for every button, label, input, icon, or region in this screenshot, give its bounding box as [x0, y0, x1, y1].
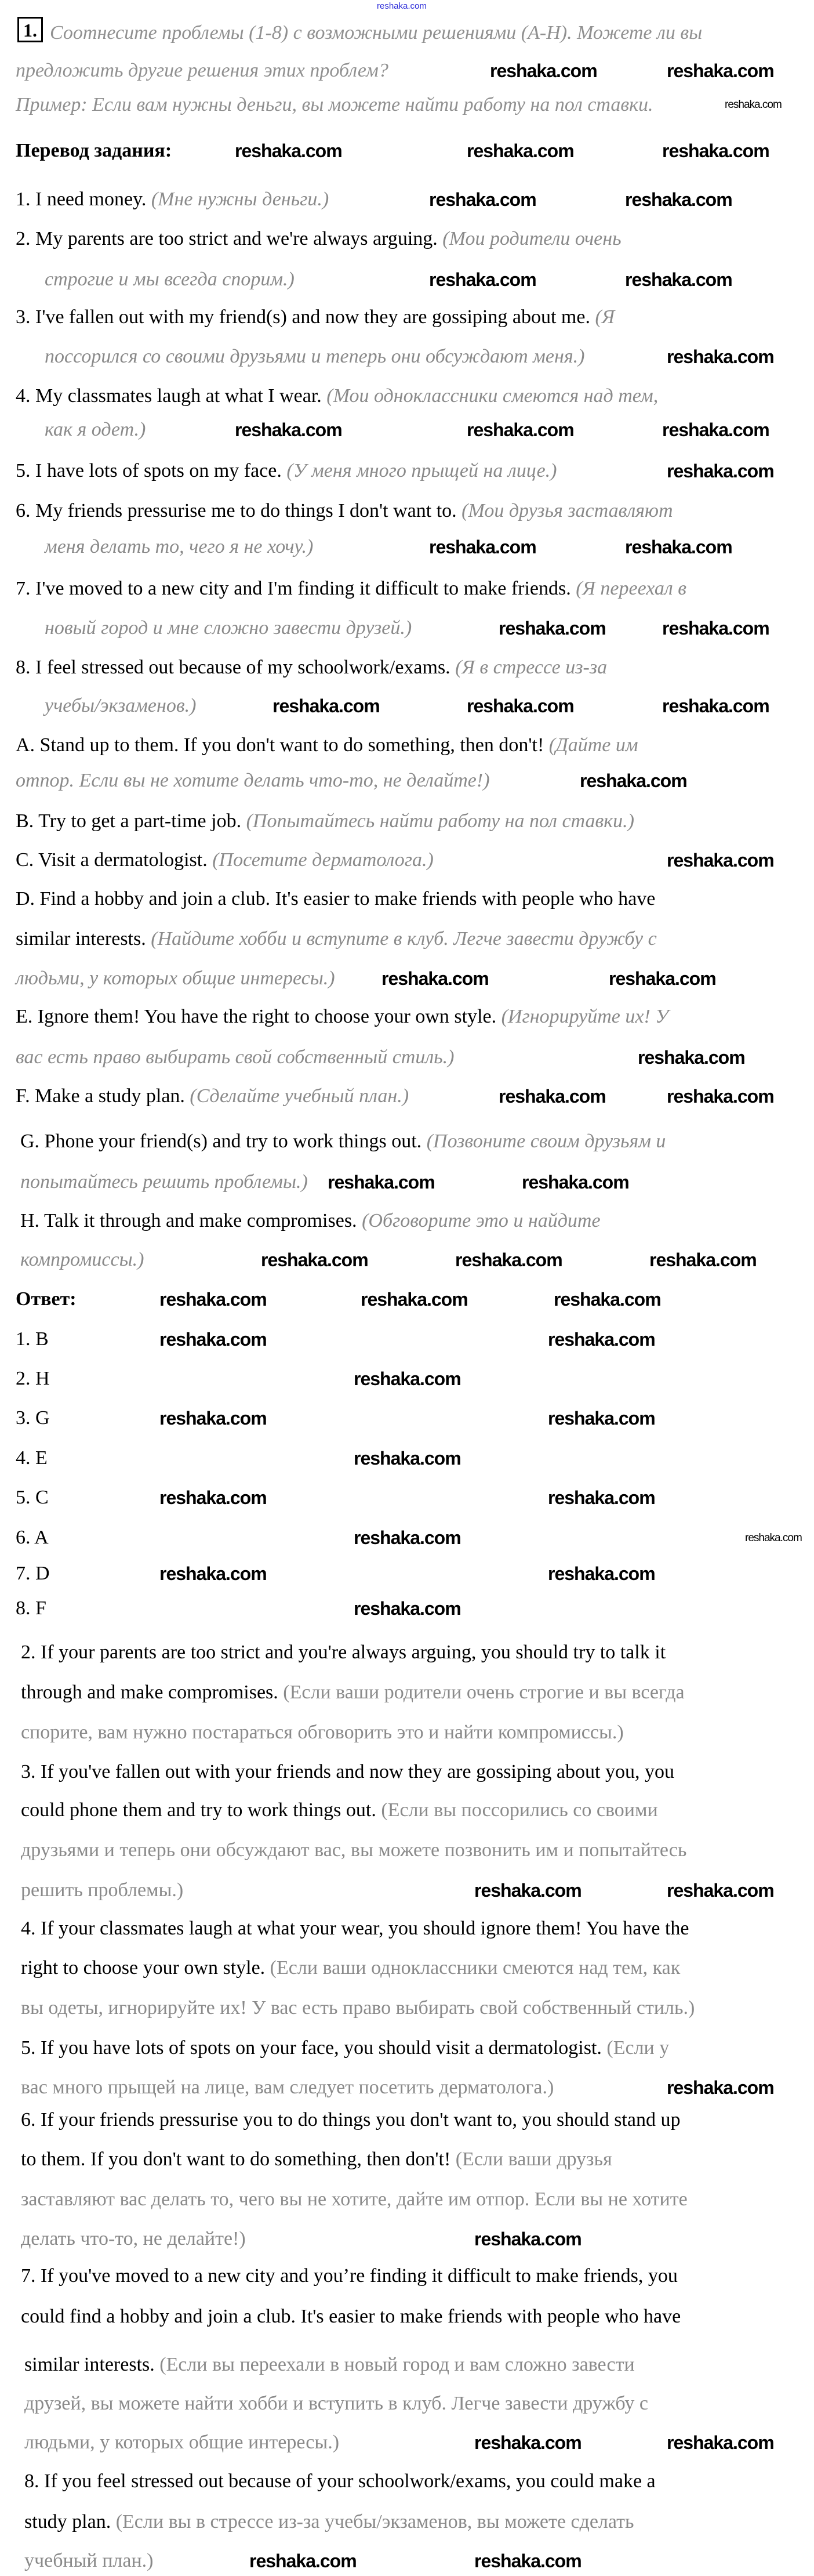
explanation-line — [21, 1995, 695, 2021]
english-text: C. Visit a dermatologist. — [16, 849, 208, 871]
explanation-line — [21, 2263, 678, 2289]
russian-translation: как я одет.) — [45, 419, 146, 440]
solution-line — [16, 1004, 668, 1030]
answer-item: 2. H — [16, 1368, 50, 1389]
solution-line — [20, 1208, 601, 1234]
russian-translation: (Если ваши родители очень строгие и вы всегда — [283, 1682, 685, 1703]
watermark: reshaka.com — [548, 1563, 655, 1584]
watermark: reshaka.com — [499, 1086, 606, 1107]
explanation-line — [24, 2430, 339, 2455]
russian-translation: (Мои одноклассники смеются над тем, — [326, 385, 659, 407]
russian-translation: (Если у — [606, 2037, 670, 2059]
explanation-line — [21, 1640, 666, 1665]
watermark: reshaka.com — [649, 1249, 757, 1270]
explanation-line — [21, 1798, 658, 1823]
problem-line — [16, 655, 607, 680]
watermark: reshaka.com — [235, 140, 342, 161]
solution-line — [16, 809, 634, 834]
watermark: reshaka.com — [261, 1249, 368, 1270]
russian-translation: отпор. Если вы не хотите делать что-то, не делайте!) — [16, 770, 490, 791]
english-text: could find a hobby and join a club. It's easier to make friends with people who have — [21, 2306, 681, 2327]
russian-translation: людьми, у которых общие интересы.) — [24, 2432, 340, 2453]
answer-item: 6. A — [16, 1527, 49, 1548]
watermark: reshaka.com — [474, 2229, 582, 2249]
task-instruction-line — [16, 58, 388, 84]
watermark: reshaka.com — [429, 189, 536, 210]
russian-translation: (У меня много прыщей на лице.) — [286, 460, 557, 481]
task-instruction-line — [50, 20, 702, 46]
russian-translation: Соотнесите проблемы (1-8) с возможными решениями (А-Н). Можете ли вы — [50, 22, 703, 44]
watermark: reshaka.com — [554, 1289, 661, 1310]
answer-heading: Ответ: — [16, 1288, 77, 1310]
english-text: 7. I've moved to a new city and I'm finding it difficult to make friends. — [16, 578, 571, 599]
problem-line — [16, 458, 557, 484]
russian-translation: попытайтесь решить проблемы.) — [20, 1171, 308, 1193]
russian-translation: (Позвоните своим друзьям и — [426, 1131, 666, 1152]
english-text: 1. I need money. — [16, 189, 147, 210]
watermark: reshaka.com — [667, 2077, 774, 2098]
watermark: reshaka.com — [625, 269, 732, 290]
explanation-line — [21, 2187, 688, 2212]
russian-translation: строгие и мы всегда спорим.) — [45, 269, 295, 290]
english-text: 2. My parents are too strict and we're always arguing. — [16, 228, 438, 249]
explanation-line — [21, 1838, 686, 1863]
explanation-line — [24, 2548, 154, 2574]
english-text: could phone them and try to work things out. — [21, 1799, 376, 1821]
english-text: right to choose your own style. — [21, 1957, 266, 1979]
english-text: similar interests. — [16, 928, 146, 950]
explanation-line — [21, 2226, 246, 2252]
russian-translation: друзьями и теперь они обсуждают вас, вы можете позвонить им и попытайтесь — [21, 1839, 687, 1861]
answer-item: 7. D — [16, 1563, 50, 1584]
russian-translation: спорите, вам нужно постараться обговорить это и найти компромиссы.) — [21, 1722, 624, 1743]
watermark: reshaka.com — [235, 419, 342, 440]
watermark: reshaka.com — [429, 537, 536, 557]
watermark: reshaka.com — [638, 1047, 745, 1068]
russian-translation: людьми, у которых общие интересы.) — [16, 968, 335, 989]
russian-translation: (Если ваши одноклассники смеются над тем, как — [270, 1957, 681, 1979]
watermark: reshaka.com — [667, 346, 774, 367]
watermark: reshaka.com — [159, 1329, 267, 1350]
russian-translation: решить проблемы.) — [21, 1879, 184, 1901]
problem-line — [16, 383, 658, 409]
problem-line — [16, 187, 329, 212]
explanation-line — [21, 1916, 689, 1941]
explanation-line — [24, 2509, 634, 2535]
explanation-line — [24, 2391, 648, 2416]
russian-translation: делать что-то, не делайте!) — [21, 2228, 246, 2249]
answer-item: 1. B — [16, 1328, 49, 1350]
watermark: reshaka.com — [159, 1408, 267, 1429]
solution-line — [20, 1169, 308, 1195]
watermark: reshaka.com — [548, 1329, 655, 1350]
problem-line — [16, 576, 686, 602]
english-text: through and make compromises. — [21, 1682, 278, 1703]
explanation-line — [21, 1759, 674, 1785]
watermark: reshaka.com — [548, 1487, 655, 1508]
watermark: reshaka.com — [548, 1408, 655, 1429]
solution-line — [16, 886, 655, 912]
exercise-number: 1. — [17, 17, 43, 42]
watermark: reshaka.com — [429, 269, 536, 290]
russian-translation: вы одеты, игнорируйте их! У вас есть право выбирать свой собственный стиль.) — [21, 1997, 695, 2019]
problem-line — [45, 344, 584, 369]
explanation-line — [21, 2147, 612, 2172]
english-text: study plan. — [24, 2511, 111, 2532]
explanation-line — [24, 2469, 656, 2494]
watermark: reshaka.com — [249, 2550, 357, 2571]
task-instruction-line — [16, 92, 653, 118]
russian-translation: компромиссы.) — [20, 1249, 144, 1270]
problem-line — [16, 305, 615, 330]
answer-item: 8. F — [16, 1597, 46, 1619]
english-text: 8. I feel stressed out because of my schoolwork/exams. — [16, 657, 450, 678]
watermark: reshaka.com — [662, 419, 769, 440]
solution-line — [16, 847, 434, 873]
watermark: reshaka.com — [522, 1172, 629, 1193]
watermark: reshaka.com — [625, 189, 732, 210]
english-text: 4. My classmates laugh at what I wear. — [16, 385, 322, 407]
russian-translation: (Я в стрессе из-за — [455, 657, 608, 678]
solution-line — [20, 1247, 144, 1273]
russian-translation: меня делать то, чего я не хочу.) — [45, 536, 314, 557]
english-text: 2. If your parents are too strict and you're always arguing, you should try to talk it — [21, 1642, 666, 1663]
russian-translation: друзей, вы можете найти хобби и вступить в клуб. Легче завести дружбу с — [24, 2393, 648, 2414]
watermark: reshaka.com — [354, 1598, 461, 1619]
problem-line — [45, 534, 313, 560]
solution-line — [16, 1084, 409, 1109]
english-text: 3. I've fallen out with my friend(s) and now they are gossiping about me. — [16, 306, 590, 328]
watermark: reshaka.com — [499, 618, 606, 639]
russian-translation: вас есть право выбирать свой собственный стиль.) — [16, 1046, 455, 1068]
solution-line — [16, 1045, 454, 1070]
english-text: A. Stand up to them. If you don't want to do something, then don't! — [16, 734, 544, 756]
english-text: 6. My friends pressurise me to do things I don't want to. — [16, 500, 457, 521]
watermark: reshaka.com — [662, 140, 769, 161]
watermark: reshaka.com — [474, 1880, 582, 1901]
explanation-line — [24, 2352, 635, 2378]
answer-item: 3. G — [16, 1407, 50, 1429]
watermark: reshaka.com — [580, 770, 687, 791]
watermark: reshaka.com — [159, 1563, 267, 1584]
watermark: reshaka.com — [725, 99, 782, 111]
watermark: reshaka.com — [467, 140, 574, 161]
explanation-line — [21, 2035, 669, 2061]
russian-translation: (Я переехал в — [576, 578, 686, 599]
translation-heading: Перевод задания: — [16, 140, 172, 161]
solution-line — [16, 768, 490, 794]
watermark: reshaka.com — [467, 695, 574, 716]
english-text: 8. If you feel stressed out because of your schoolwork/exams, you could make a — [24, 2470, 656, 2492]
problem-line — [16, 226, 622, 252]
watermark: reshaka.com — [354, 1448, 461, 1469]
russian-translation: (Игнорируйте их! У — [501, 1006, 669, 1027]
watermark: reshaka.com — [625, 537, 732, 557]
watermark: reshaka.com — [361, 1289, 468, 1310]
explanation-line — [21, 2304, 681, 2329]
english-text: G. Phone your friend(s) and try to work things out. — [20, 1131, 422, 1152]
watermark: reshaka.com — [667, 2432, 774, 2453]
english-text: 6. If your friends pressurise you to do things you don't want to, you should stand up — [21, 2109, 681, 2131]
watermark: reshaka.com — [381, 968, 489, 989]
english-text: B. Try to get a part-time job. — [16, 810, 242, 832]
explanation-line — [21, 2075, 554, 2100]
russian-translation: (Мои друзья заставляют — [461, 500, 673, 521]
answer-item: 5. C — [16, 1487, 49, 1508]
problem-line — [45, 267, 295, 292]
english-text: 5. I have lots of spots on my face. — [16, 460, 282, 481]
russian-translation: (Если ваши друзья — [455, 2149, 612, 2170]
explanation-line — [21, 1720, 624, 1745]
watermark: reshaka.com — [354, 1527, 461, 1548]
watermark: reshaka.com — [272, 695, 380, 716]
russian-translation: предложить другие решения этих проблем? — [16, 60, 388, 81]
watermark: reshaka.com — [667, 1880, 774, 1901]
russian-translation: заставляют вас делать то, чего вы не хотите, дайте им отпор. Если вы не хотите — [21, 2189, 688, 2210]
russian-translation: (Если вы переехали в новый город и вам сложно завести — [159, 2354, 635, 2375]
russian-translation: (Я — [595, 306, 615, 328]
english-text: E. Ignore them! You have the right to choose your own style. — [16, 1006, 497, 1027]
watermark: reshaka.com — [667, 850, 774, 871]
russian-translation: (Мои родители очень — [442, 228, 622, 249]
russian-translation: (Посетите дерматолога.) — [212, 849, 434, 871]
english-text: 7. If you've moved to a new city and you’re finding it difficult to make friends, you — [21, 2265, 678, 2287]
problem-line — [45, 693, 196, 719]
watermark: reshaka.com — [455, 1249, 562, 1270]
site-mark: reshaka.com — [377, 1, 427, 11]
watermark: reshaka.com — [354, 1368, 461, 1389]
answer-item: 4. E — [16, 1447, 48, 1469]
watermark: reshaka.com — [745, 1532, 802, 1544]
russian-translation: Пример: Если вам нужны деньги, вы можете найти работу на пол ставки. — [16, 94, 653, 115]
russian-translation: поссорился со своими друзьями и теперь они обсуждают меня.) — [45, 346, 585, 367]
watermark: reshaka.com — [662, 695, 769, 716]
explanation-line — [21, 1878, 183, 1903]
russian-translation: (Дайте им — [548, 734, 638, 756]
problem-line — [45, 615, 412, 641]
watermark: reshaka.com — [467, 419, 574, 440]
solution-line — [16, 966, 335, 991]
watermark: reshaka.com — [609, 968, 716, 989]
explanation-line — [21, 1680, 685, 1705]
watermark: reshaka.com — [662, 618, 769, 639]
watermark: reshaka.com — [667, 1086, 774, 1107]
watermark: reshaka.com — [490, 60, 597, 81]
watermark: reshaka.com — [474, 2550, 582, 2571]
russian-translation: (Найдите хобби и вступите в клуб. Легче завести дружбу с — [151, 928, 657, 950]
watermark: reshaka.com — [328, 1172, 435, 1193]
explanation-line — [21, 1955, 680, 1981]
explanation-line — [21, 2107, 680, 2133]
english-text: H. Talk it through and make compromises. — [20, 1210, 357, 1231]
english-text: to them. If you don't want to do something, then don't! — [21, 2149, 451, 2170]
watermark: reshaka.com — [667, 60, 774, 81]
watermark: reshaka.com — [159, 1289, 267, 1310]
russian-translation: (Если вы в стрессе из-за учебы/экзаменов, вы можете сделать — [115, 2511, 634, 2532]
english-text: 5. If you have lots of spots on your face, you should visit a dermatologist. — [21, 2037, 602, 2059]
problem-line — [45, 417, 146, 443]
russian-translation: (Попытайтесь найти работу на пол ставки.) — [246, 810, 634, 832]
english-text: 4. If your classmates laugh at what your wear, you should ignore them! You have the — [21, 1918, 689, 1939]
english-text: 3. If you've fallen out with your friends and now they are gossiping about you, you — [21, 1761, 674, 1782]
watermark: reshaka.com — [667, 461, 774, 481]
russian-translation: новый город и мне сложно завести друзей.) — [45, 617, 412, 639]
solution-line — [16, 926, 657, 952]
solution-line — [20, 1129, 666, 1154]
russian-translation: (Сделайте учебный план.) — [190, 1085, 409, 1107]
russian-translation: (Обговорите это и найдите — [362, 1210, 601, 1231]
watermark: reshaka.com — [159, 1487, 267, 1508]
russian-translation: (Мне нужны деньги.) — [151, 189, 329, 210]
problem-line — [16, 498, 673, 524]
russian-translation: учебы/экзаменов.) — [45, 695, 197, 716]
russian-translation: учебный план.) — [24, 2550, 154, 2571]
english-text: F. Make a study plan. — [16, 1085, 185, 1107]
russian-translation: вас много прыщей на лице, вам следует посетить дерматолога.) — [21, 2077, 554, 2098]
english-text: similar interests. — [24, 2354, 155, 2375]
english-text: D. Find a hobby and join a club. It's easier to make friends with people who have — [16, 888, 656, 910]
watermark: reshaka.com — [474, 2432, 582, 2453]
solution-line — [16, 733, 638, 758]
russian-translation: (Если вы поссорились со своими — [381, 1799, 658, 1821]
